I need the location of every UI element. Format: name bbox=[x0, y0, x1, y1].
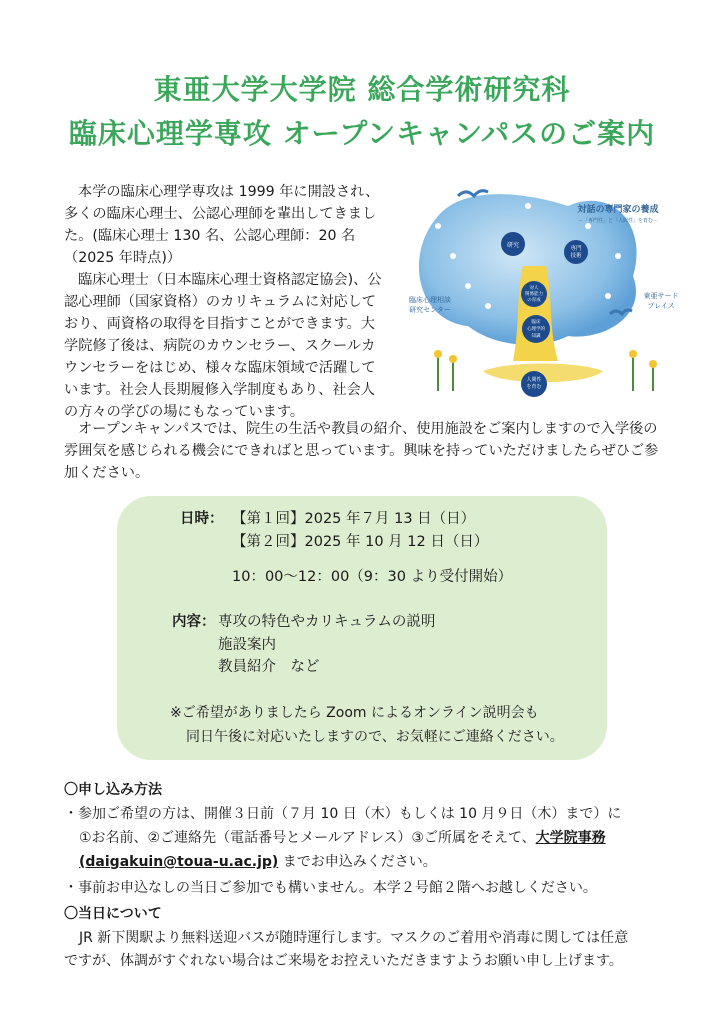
apply-line-2 bbox=[79, 827, 606, 849]
page-title-line-2: 臨床心理学専攻 オープンキャンパスのご案内 bbox=[68, 117, 656, 150]
bubble-dot bbox=[615, 253, 621, 259]
intro-paragraph-3: オープンキャンパスでは、院生の生活や教員の紹介、使用施設をご案内しますので入学後の雰囲気を感じられる機会にできればと思っています。興味を持っていただけましたらぜひご参加ください。 bbox=[64, 421, 659, 481]
illustration-subheading: －「専門性」と「人間性」を育む－ bbox=[577, 218, 659, 224]
intro-text bbox=[64, 181, 386, 423]
node-clinical-label-3: 知識 bbox=[531, 334, 541, 339]
bubble-dot bbox=[450, 253, 456, 259]
content-item-3: 教員紹介 など bbox=[218, 659, 320, 675]
right-label-line-2: プレイス bbox=[647, 302, 675, 310]
day-line-2: ですが、体調がすぐれない場合はご来場をお控えいただきますようお願い申し上げます。 bbox=[64, 953, 623, 969]
node-social-label-3: の育成 bbox=[527, 298, 541, 303]
page-title-line-1: 東亜大学大学院 総合学術研究科 bbox=[153, 73, 571, 106]
flower-bud bbox=[449, 355, 457, 363]
bubble-dot bbox=[465, 283, 471, 289]
date-first: 【第１回】2025 年７月 13 日（日） bbox=[232, 511, 476, 527]
apply-line-3-text: までお申込みください。 bbox=[278, 854, 437, 870]
content-label: 内容： bbox=[172, 614, 216, 630]
intro-paragraph-1: 本学の臨床心理学専攻は 1999 年に開設され、多くの臨床心理士、公認心理師を輩出してきました。(臨床心理士 130 名、公認心理師：20 名（2025 年時点)） bbox=[64, 184, 380, 266]
date-label: 日時： bbox=[180, 511, 224, 527]
node-expert-label-1: 専門 bbox=[570, 246, 582, 252]
apply-line-1: ・参加ご希望の方は、開催３日前（７月 10 日（木）もしくは 10 月９日（木）まで）に bbox=[64, 806, 622, 822]
apply-line-4: ・事前お申込なしの当日ご参加でも構いません。本学２号館２階へお越しください。 bbox=[64, 880, 597, 896]
flower-bud bbox=[629, 350, 637, 358]
apply-heading: 〇申し込み方法 bbox=[64, 782, 162, 798]
tree-illustration bbox=[398, 186, 696, 404]
apply-line-2-text: ①お名前、②ご連絡先（電話番号とメールアドレス）③ご所属をそえて、 bbox=[79, 830, 536, 846]
content-item-2: 施設案内 bbox=[218, 637, 276, 653]
illustration-heading: 対話の専門家の養成 bbox=[577, 205, 659, 215]
graduate-office-link[interactable]: 大学院事務 bbox=[535, 830, 606, 846]
node-expert-circle bbox=[564, 240, 588, 264]
apply-line-3 bbox=[79, 851, 437, 873]
bubble-dot bbox=[435, 223, 441, 229]
node-clinical-label-1: 臨床 bbox=[531, 320, 541, 325]
email-link[interactable]: (daigakuin@toua-u.ac.jp) bbox=[79, 854, 279, 870]
event-time: 10：00～12：00（9：30 より受付開始） bbox=[232, 569, 513, 585]
flower-bud bbox=[434, 350, 442, 358]
node-social-label-2: 関係能力 bbox=[525, 292, 543, 297]
day-heading: 〇当日について bbox=[64, 906, 162, 922]
left-label-line-2: 研究センター bbox=[409, 306, 451, 314]
flower-bud bbox=[649, 360, 657, 368]
node-human-label-2: を育む bbox=[526, 384, 542, 390]
node-human-label-1: 人間性 bbox=[526, 377, 542, 383]
right-label-line-1: 東亜サード bbox=[643, 292, 679, 300]
node-research-label: 研究 bbox=[506, 242, 520, 249]
date-second: 【第２回】2025 年 10 月 12 日（日） bbox=[232, 534, 489, 550]
left-label-line-1: 臨床心理相談 bbox=[409, 296, 451, 304]
node-social-label-1: 対人 bbox=[529, 286, 539, 291]
intro-paragraph-2: 臨床心理士（日本臨床心理士資格認定協会)、公認心理師（国家資格）のカリキュラムに対応しており、両資格の取得を目指すことができます。大学院修了後は、病院のカウンセラー、スクールカウンセラーをはじめ、様々な臨床領域で活躍しています。社会人長期履修入学制度もあり、社会人の方々の学びの場にもなっています。 bbox=[64, 272, 382, 420]
node-expert-label-2: 技術 bbox=[570, 253, 582, 259]
bubble-dot bbox=[525, 203, 531, 209]
bubble-dot bbox=[485, 303, 491, 309]
content-item-1: 専攻の特色やカリキュラムの説明 bbox=[218, 614, 436, 630]
node-clinical-label-2: 心理学的 bbox=[527, 327, 545, 332]
zoom-note-line-2: 同日午後に対応いたしますので、お気軽にご連絡ください。 bbox=[186, 729, 564, 745]
zoom-note-line-1: ※ご希望がありましたら Zoom によるオンライン説明会も bbox=[170, 705, 539, 721]
day-line-1: JR 新下関駅より無料送迎バスが随時運行します。マスクのご着用や消毒に関しては任意 bbox=[79, 930, 629, 946]
bubble-dot bbox=[605, 293, 611, 299]
